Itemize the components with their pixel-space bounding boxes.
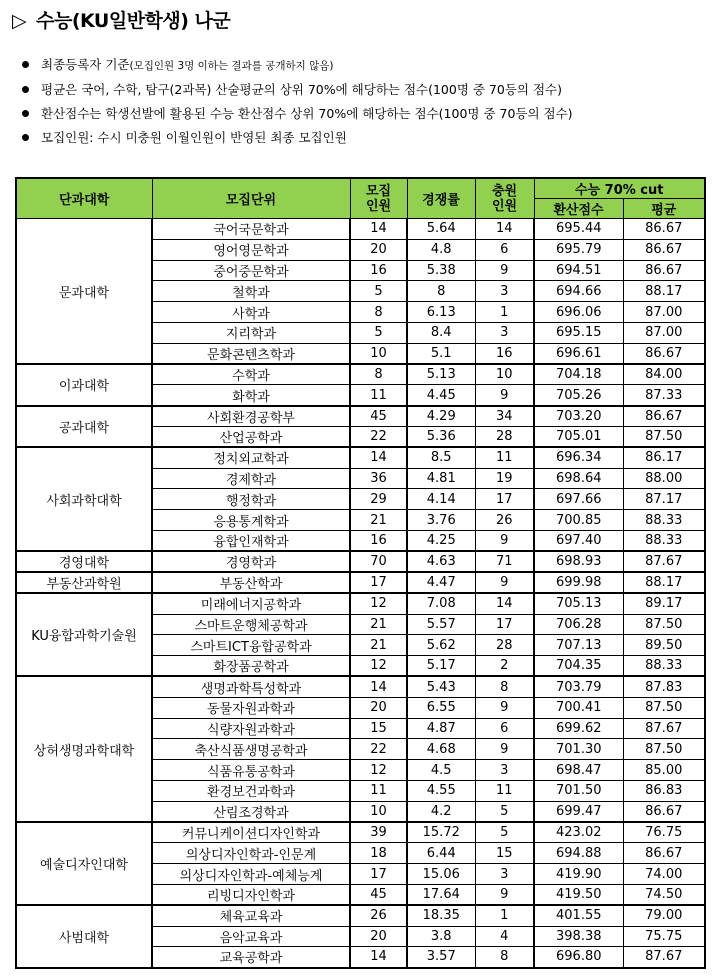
unit-cell: 경제학과 (152, 468, 350, 489)
rate-cell: 6.13 (407, 302, 475, 323)
note-text: 환산점수는 학생선발에 활용된 수능 환산점수 상위 70%에 해당하는 점수(100명 중 70등의 점수) (41, 106, 573, 121)
converted-cell: 706.28 (534, 614, 623, 635)
filled-cell: 3 (475, 760, 534, 781)
quota-cell: 20 (350, 697, 407, 718)
rate-cell: 3.57 (407, 947, 475, 968)
college-cell: 사회과학대학 (16, 447, 152, 551)
filled-cell: 9 (475, 260, 534, 281)
converted-cell: 707.13 (534, 635, 623, 656)
quota-cell: 16 (350, 260, 407, 281)
avg-cell: 79.00 (623, 905, 705, 926)
converted-cell: 705.13 (534, 593, 623, 614)
filled-cell: 16 (475, 343, 534, 364)
converted-cell: 398.38 (534, 926, 623, 947)
converted-cell: 705.01 (534, 426, 623, 447)
table-row (16, 593, 705, 614)
quota-cell: 29 (350, 489, 407, 510)
rate-cell: 4.14 (407, 489, 475, 510)
quota-cell: 21 (350, 635, 407, 656)
converted-cell: 694.66 (534, 281, 623, 302)
avg-cell: 88.17 (623, 572, 705, 593)
admission-results-table (15, 177, 706, 969)
bullet-icon (22, 61, 29, 68)
unit-cell: 의상디자인학과-인문계 (152, 843, 350, 864)
filled-cell: 2 (475, 656, 534, 677)
avg-cell: 87.50 (623, 614, 705, 635)
unit-cell: 체육교육과 (152, 905, 350, 926)
filled-cell: 5 (475, 801, 534, 822)
avg-cell: 76.75 (623, 822, 705, 843)
avg-cell: 86.17 (623, 447, 705, 468)
avg-cell: 74.00 (623, 864, 705, 885)
unit-cell: 사회환경공학부 (152, 406, 350, 427)
rate-cell: 8.5 (407, 447, 475, 468)
quota-cell: 8 (350, 302, 407, 323)
avg-cell: 86.67 (623, 406, 705, 427)
converted-cell: 694.88 (534, 843, 623, 864)
note-text: 모집인원: 수시 미충원 이월인원이 반영된 최종 모집인원 (41, 130, 347, 145)
college-cell: 이과대학 (16, 364, 152, 406)
rate-cell: 15.06 (407, 864, 475, 885)
converted-cell: 704.18 (534, 364, 623, 385)
quota-cell: 14 (350, 947, 407, 968)
quota-cell: 14 (350, 447, 407, 468)
unit-cell: 축산식품생명공학과 (152, 739, 350, 760)
unit-cell: 경영학과 (152, 551, 350, 572)
notes-list (22, 53, 573, 150)
converted-cell: 701.50 (534, 780, 623, 801)
college-cell: 사범대학 (16, 905, 152, 967)
header-filled: 충원 인원 (475, 178, 534, 219)
rate-cell: 4.68 (407, 739, 475, 760)
note-item (22, 78, 573, 102)
filled-cell: 9 (475, 530, 534, 551)
avg-cell: 88.17 (623, 281, 705, 302)
college-cell: 부동산과학원 (16, 572, 152, 593)
avg-cell: 86.67 (623, 219, 705, 240)
bullet-icon (22, 110, 29, 117)
unit-cell: 화장품공학과 (152, 656, 350, 677)
filled-cell: 9 (475, 884, 534, 905)
quota-cell: 20 (350, 926, 407, 947)
filled-cell: 26 (475, 510, 534, 531)
converted-cell: 401.55 (534, 905, 623, 926)
filled-cell: 17 (475, 614, 534, 635)
rate-cell: 5.17 (407, 656, 475, 677)
rate-cell: 4.47 (407, 572, 475, 593)
filled-cell: 9 (475, 385, 534, 406)
filled-cell: 11 (475, 447, 534, 468)
avg-cell: 86.67 (623, 343, 705, 364)
quota-cell: 20 (350, 239, 407, 260)
rate-cell: 4.29 (407, 406, 475, 427)
rate-cell: 17.64 (407, 884, 475, 905)
header-converted: 환산점수 (534, 199, 623, 219)
unit-cell: 철학과 (152, 281, 350, 302)
rate-cell: 8 (407, 281, 475, 302)
rate-cell: 15.72 (407, 822, 475, 843)
converted-cell: 695.44 (534, 219, 623, 240)
unit-cell: 중어중문학과 (152, 260, 350, 281)
table-row (16, 364, 705, 385)
filled-cell: 6 (475, 718, 534, 739)
note-text: 평균은 국어, 수학, 탐구(2과목) 산술평균의 상위 70%에 해당하는 점수(100명 중 70등의 점수) (41, 82, 562, 97)
rate-cell: 5.57 (407, 614, 475, 635)
quota-cell: 22 (350, 426, 407, 447)
quota-cell: 17 (350, 572, 407, 593)
quota-cell: 14 (350, 676, 407, 697)
quota-cell: 21 (350, 614, 407, 635)
converted-cell: 698.64 (534, 468, 623, 489)
converted-cell: 697.66 (534, 489, 623, 510)
filled-cell: 3 (475, 281, 534, 302)
filled-cell: 6 (475, 239, 534, 260)
table-row (16, 551, 705, 572)
table-row (16, 219, 705, 240)
converted-cell: 695.15 (534, 322, 623, 343)
avg-cell: 87.00 (623, 302, 705, 323)
quota-cell: 12 (350, 593, 407, 614)
filled-cell: 9 (475, 572, 534, 593)
converted-cell: 701.30 (534, 739, 623, 760)
filled-cell: 11 (475, 780, 534, 801)
quota-cell: 39 (350, 822, 407, 843)
quota-cell: 17 (350, 864, 407, 885)
note-small-text: (모집인원 3명 이하는 결과를 공개하지 않음) (129, 60, 334, 72)
converted-cell: 696.34 (534, 447, 623, 468)
avg-cell: 87.67 (623, 718, 705, 739)
converted-cell: 696.61 (534, 343, 623, 364)
avg-cell: 87.50 (623, 697, 705, 718)
avg-cell: 87.83 (623, 676, 705, 697)
college-cell: 예술디자인대학 (16, 822, 152, 905)
converted-cell: 696.06 (534, 302, 623, 323)
rate-cell: 5.38 (407, 260, 475, 281)
header-rate: 경쟁률 (407, 178, 475, 219)
unit-cell: 스마트운행체공학과 (152, 614, 350, 635)
converted-cell: 699.62 (534, 718, 623, 739)
unit-cell: 응용통계학과 (152, 510, 350, 531)
quota-cell: 15 (350, 718, 407, 739)
table-row (16, 406, 705, 427)
converted-cell: 698.47 (534, 760, 623, 781)
rate-cell: 5.36 (407, 426, 475, 447)
converted-cell: 419.50 (534, 884, 623, 905)
header-unit: 모집단위 (152, 178, 350, 219)
avg-cell: 74.50 (623, 884, 705, 905)
unit-cell: 화학과 (152, 385, 350, 406)
unit-cell: 리빙디자인학과 (152, 884, 350, 905)
filled-cell: 9 (475, 739, 534, 760)
unit-cell: 문화콘텐츠학과 (152, 343, 350, 364)
filled-cell: 71 (475, 551, 534, 572)
unit-cell: 영어영문학과 (152, 239, 350, 260)
unit-cell: 교육공학과 (152, 947, 350, 968)
unit-cell: 부동산학과 (152, 572, 350, 593)
quota-cell: 36 (350, 468, 407, 489)
converted-cell: 419.90 (534, 864, 623, 885)
quota-cell: 18 (350, 843, 407, 864)
filled-cell: 28 (475, 635, 534, 656)
avg-cell: 86.83 (623, 780, 705, 801)
avg-cell: 87.67 (623, 551, 705, 572)
note-item (22, 53, 573, 78)
rate-cell: 6.55 (407, 697, 475, 718)
rate-cell: 7.08 (407, 593, 475, 614)
avg-cell: 87.50 (623, 426, 705, 447)
rate-cell: 5.13 (407, 364, 475, 385)
unit-cell: 미래에너지공학과 (152, 593, 350, 614)
converted-cell: 694.51 (534, 260, 623, 281)
rate-cell: 3.8 (407, 926, 475, 947)
note-item (22, 126, 573, 150)
unit-cell: 의상디자인학과-예체능계 (152, 864, 350, 885)
avg-cell: 89.17 (623, 593, 705, 614)
rate-cell: 5.43 (407, 676, 475, 697)
filled-cell: 15 (475, 843, 534, 864)
bullet-icon (22, 86, 29, 93)
converted-cell: 703.79 (534, 676, 623, 697)
header-college: 단과대학 (16, 178, 152, 219)
unit-cell: 동물자원과학과 (152, 697, 350, 718)
rate-cell: 4.5 (407, 760, 475, 781)
avg-cell: 87.50 (623, 739, 705, 760)
converted-cell: 697.40 (534, 530, 623, 551)
converted-cell: 698.93 (534, 551, 623, 572)
rate-cell: 8.4 (407, 322, 475, 343)
filled-cell: 9 (475, 697, 534, 718)
converted-cell: 700.41 (534, 697, 623, 718)
unit-cell: 스마트ICT융합공학과 (152, 635, 350, 656)
college-cell: KU융합과학기술원 (16, 593, 152, 676)
quota-cell: 12 (350, 760, 407, 781)
quota-cell: 22 (350, 739, 407, 760)
rate-cell: 4.8 (407, 239, 475, 260)
filled-cell: 3 (475, 864, 534, 885)
unit-cell: 식품유통공학과 (152, 760, 350, 781)
unit-cell: 음악교육과 (152, 926, 350, 947)
rate-cell: 5.62 (407, 635, 475, 656)
avg-cell: 87.17 (623, 489, 705, 510)
avg-cell: 84.00 (623, 364, 705, 385)
filled-cell: 19 (475, 468, 534, 489)
filled-cell: 8 (475, 947, 534, 968)
quota-cell: 21 (350, 510, 407, 531)
filled-cell: 28 (475, 426, 534, 447)
converted-cell: 695.79 (534, 239, 623, 260)
note-item (22, 102, 573, 126)
bullet-icon (22, 134, 29, 141)
unit-cell: 생명과학특성학과 (152, 676, 350, 697)
avg-cell: 85.00 (623, 760, 705, 781)
quota-cell: 14 (350, 219, 407, 240)
rate-cell: 18.35 (407, 905, 475, 926)
table-body (16, 219, 705, 968)
header-avg: 평균 (623, 199, 705, 219)
filled-cell: 17 (475, 489, 534, 510)
avg-cell: 88.33 (623, 530, 705, 551)
converted-cell: 696.80 (534, 947, 623, 968)
note-text: 최종등록자 기준 (41, 57, 130, 72)
college-cell: 경영대학 (16, 551, 152, 572)
college-cell: 문과대학 (16, 219, 152, 365)
filled-cell: 3 (475, 322, 534, 343)
quota-cell: 11 (350, 385, 407, 406)
avg-cell: 86.67 (623, 260, 705, 281)
filled-cell: 14 (475, 593, 534, 614)
unit-cell: 수학과 (152, 364, 350, 385)
rate-cell: 6.44 (407, 843, 475, 864)
unit-cell: 산업공학과 (152, 426, 350, 447)
rate-cell: 4.63 (407, 551, 475, 572)
filled-cell: 14 (475, 219, 534, 240)
quota-cell: 10 (350, 801, 407, 822)
filled-cell: 34 (475, 406, 534, 427)
avg-cell: 87.33 (623, 385, 705, 406)
filled-cell: 1 (475, 302, 534, 323)
avg-cell: 86.67 (623, 843, 705, 864)
unit-cell: 커뮤니케이션디자인학과 (152, 822, 350, 843)
filled-cell: 4 (475, 926, 534, 947)
table-row (16, 676, 705, 697)
rate-cell: 5.1 (407, 343, 475, 364)
avg-cell: 87.00 (623, 322, 705, 343)
avg-cell: 87.67 (623, 947, 705, 968)
avg-cell: 88.33 (623, 510, 705, 531)
filled-cell: 8 (475, 676, 534, 697)
table-row (16, 447, 705, 468)
table-row (16, 572, 705, 593)
unit-cell: 지리학과 (152, 322, 350, 343)
header-quota: 모집 인원 (350, 178, 407, 219)
avg-cell: 88.33 (623, 656, 705, 677)
rate-cell: 4.87 (407, 718, 475, 739)
quota-cell: 10 (350, 343, 407, 364)
converted-cell: 699.98 (534, 572, 623, 593)
rate-cell: 3.76 (407, 510, 475, 531)
triangle-marker-icon: ▷ (12, 10, 27, 32)
unit-cell: 정치외교학과 (152, 447, 350, 468)
rate-cell: 4.2 (407, 801, 475, 822)
rate-cell: 5.64 (407, 219, 475, 240)
college-cell: 공과대학 (16, 406, 152, 448)
quota-cell: 5 (350, 281, 407, 302)
unit-cell: 행정학과 (152, 489, 350, 510)
unit-cell: 국어국문학과 (152, 219, 350, 240)
avg-cell: 86.67 (623, 239, 705, 260)
quota-cell: 5 (350, 322, 407, 343)
rate-cell: 4.45 (407, 385, 475, 406)
unit-cell: 환경보건과학과 (152, 780, 350, 801)
converted-cell: 699.47 (534, 801, 623, 822)
college-cell: 상허생명과학대학 (16, 676, 152, 822)
quota-cell: 11 (350, 780, 407, 801)
rate-cell: 4.81 (407, 468, 475, 489)
quota-cell: 12 (350, 656, 407, 677)
converted-cell: 704.35 (534, 656, 623, 677)
filled-cell: 5 (475, 822, 534, 843)
quota-cell: 26 (350, 905, 407, 926)
unit-cell: 사학과 (152, 302, 350, 323)
unit-cell: 융합인재학과 (152, 530, 350, 551)
avg-cell: 75.75 (623, 926, 705, 947)
unit-cell: 식량자원과학과 (152, 718, 350, 739)
avg-cell: 89.50 (623, 635, 705, 656)
avg-cell: 86.67 (623, 801, 705, 822)
header-cut: 수능 70% cut (534, 178, 705, 199)
converted-cell: 705.26 (534, 385, 623, 406)
quota-cell: 16 (350, 530, 407, 551)
quota-cell: 45 (350, 884, 407, 905)
rate-cell: 4.55 (407, 780, 475, 801)
table-row (16, 822, 705, 843)
rate-cell: 4.25 (407, 530, 475, 551)
quota-cell: 70 (350, 551, 407, 572)
page-title (12, 6, 230, 33)
table-row (16, 905, 705, 926)
converted-cell: 703.20 (534, 406, 623, 427)
filled-cell: 10 (475, 364, 534, 385)
converted-cell: 700.85 (534, 510, 623, 531)
filled-cell: 1 (475, 905, 534, 926)
converted-cell: 423.02 (534, 822, 623, 843)
unit-cell: 산림조경학과 (152, 801, 350, 822)
avg-cell: 88.00 (623, 468, 705, 489)
quota-cell: 45 (350, 406, 407, 427)
quota-cell: 8 (350, 364, 407, 385)
title-text: 수능(KU일반학생) 나군 (36, 10, 231, 32)
